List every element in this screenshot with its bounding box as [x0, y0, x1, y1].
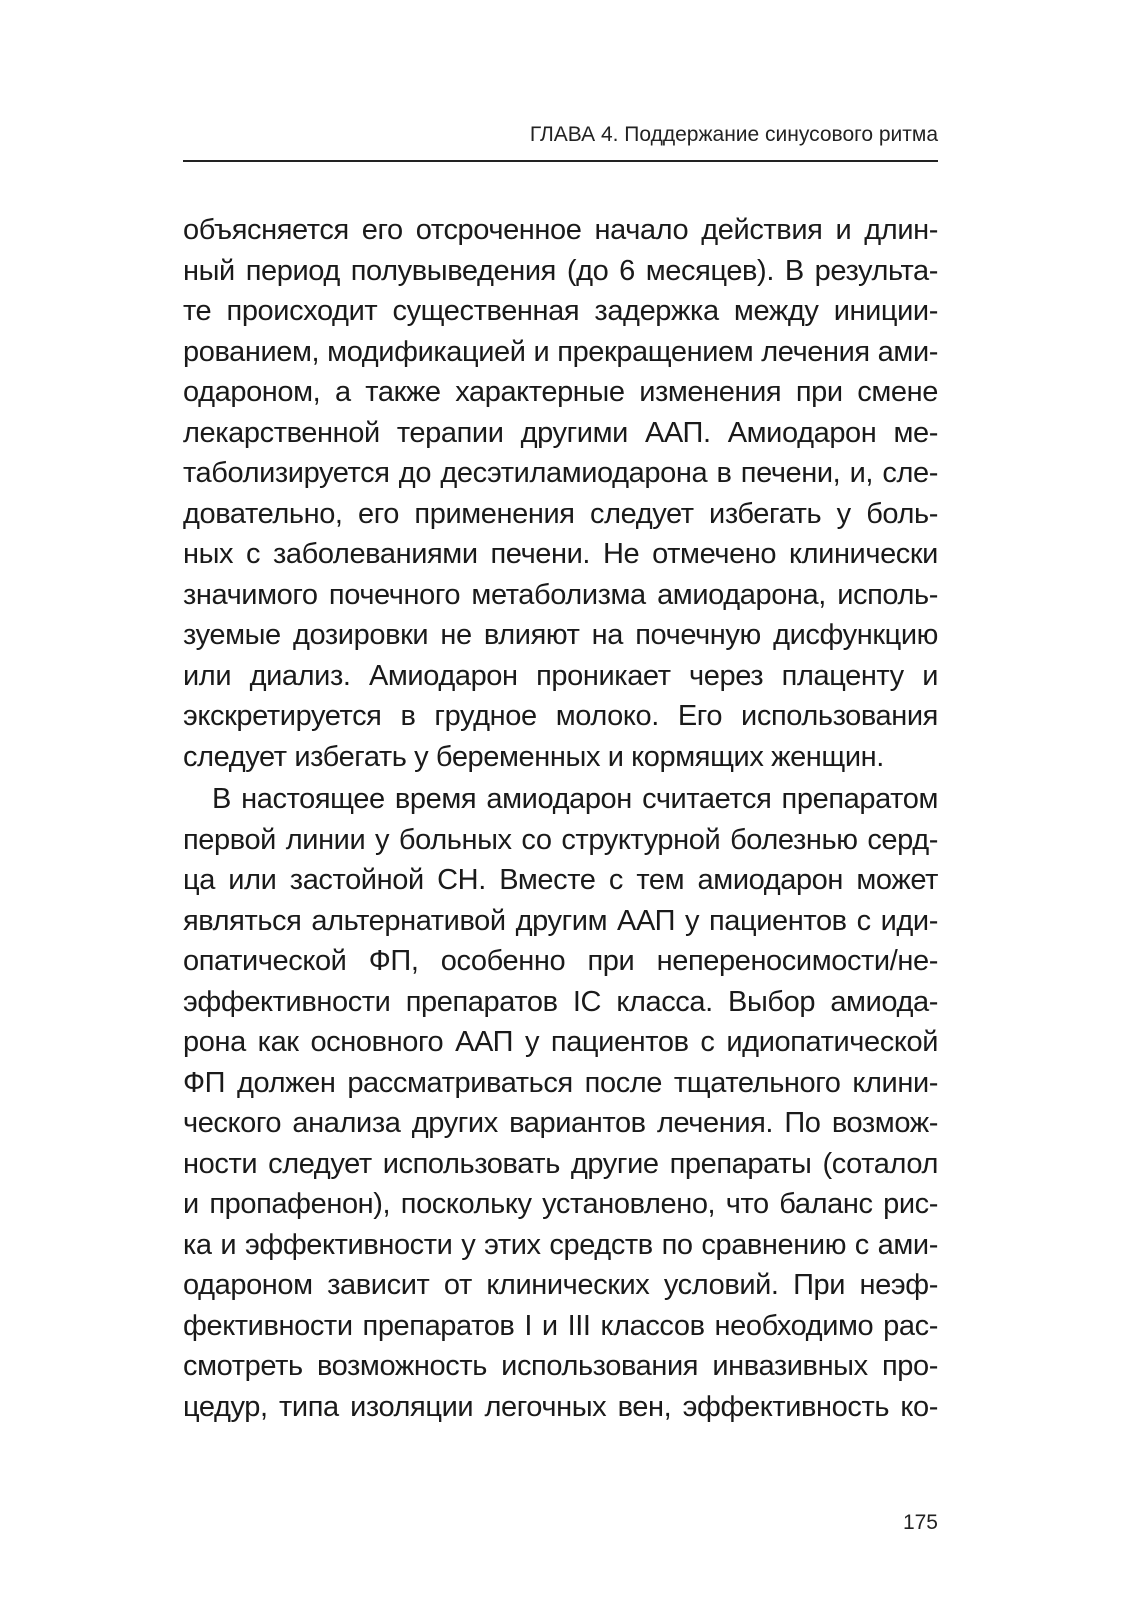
text-line: значимого почечного метаболизма амиодарона, исполь-	[183, 578, 938, 611]
paragraph-1	[183, 210, 938, 777]
text-line: смотреть возможность использования инвазивных про-	[183, 1350, 938, 1382]
text-line: и пропафенон), поскольку установлено, что баланс рис-	[183, 1188, 938, 1220]
text-line: первой линии у больных со структурной болезнью серд-	[183, 823, 938, 856]
text-line: эффективности препаратов IC класса. Выбор амиода-	[183, 985, 938, 1018]
text-line: одароном зависит от клинических условий. При неэф-	[183, 1269, 938, 1301]
text-line: зуемые дозировки не влияют на почечную дисфункцию	[183, 619, 938, 651]
text-line: ка и эффективности у этих средств по сравнению с ами-	[183, 1228, 938, 1261]
running-header: ГЛАВА 4. Поддержание синусового ритма	[529, 123, 938, 146]
text-line: объясняется его отсроченное начало действия и длин-	[183, 214, 938, 246]
text-line: следует избегать у беременных и кормящих женщин.	[183, 740, 884, 773]
body-text	[183, 210, 938, 1427]
text-line: цедур, типа изоляции легочных вен, эффективность ко-	[183, 1390, 938, 1423]
text-line: экскретируется в грудное молоко. Его использования	[183, 700, 938, 732]
text-line: лекарственной терапии другими ААП. Амиодарон ме-	[183, 416, 938, 449]
paragraph-2	[183, 779, 938, 1427]
text-line: рованием, модификацией и прекращением лечения ами-	[183, 335, 938, 368]
text-line: довательно, его применения следует избегать у боль-	[183, 497, 938, 530]
text-line: те происходит существенная задержка между иниции-	[183, 295, 938, 327]
text-line: ный период полувыведения (до 6 месяцев). В результа-	[183, 254, 938, 287]
text-line: таболизируется до десэтиламиодарона в печени, и, сле-	[183, 457, 938, 489]
text-line: опатической ФП, особенно при непереносимости/не-	[183, 945, 938, 977]
text-line: или диализ. Амиодарон проникает через плаценту и	[183, 659, 938, 692]
text-line: фективности препаратов I и III классов необходимо рас-	[183, 1309, 938, 1342]
text-line: ных с заболеваниями печени. Не отмечено клинически	[183, 538, 938, 570]
text-line: одароном, а также характерные изменения при смене	[183, 376, 938, 408]
text-line: ности следует использовать другие препараты (соталол	[183, 1147, 938, 1180]
text-line: рона как основного ААП у пациентов с идиопатической	[183, 1026, 938, 1058]
text-line: являться альтернативой другим ААП у пациентов с иди-	[183, 904, 938, 937]
page-number: 175	[902, 1511, 938, 1534]
text-line: В настоящее время амиодарон считается препаратом	[212, 783, 938, 815]
text-line: ца или застойной СН. Вместе с тем амиодарон может	[183, 864, 938, 896]
text-line: ческого анализа других вариантов лечения. По возмож-	[183, 1107, 938, 1139]
text-line: ФП должен рассматриваться после тщательного клини-	[183, 1066, 938, 1099]
header-rule	[183, 160, 938, 162]
